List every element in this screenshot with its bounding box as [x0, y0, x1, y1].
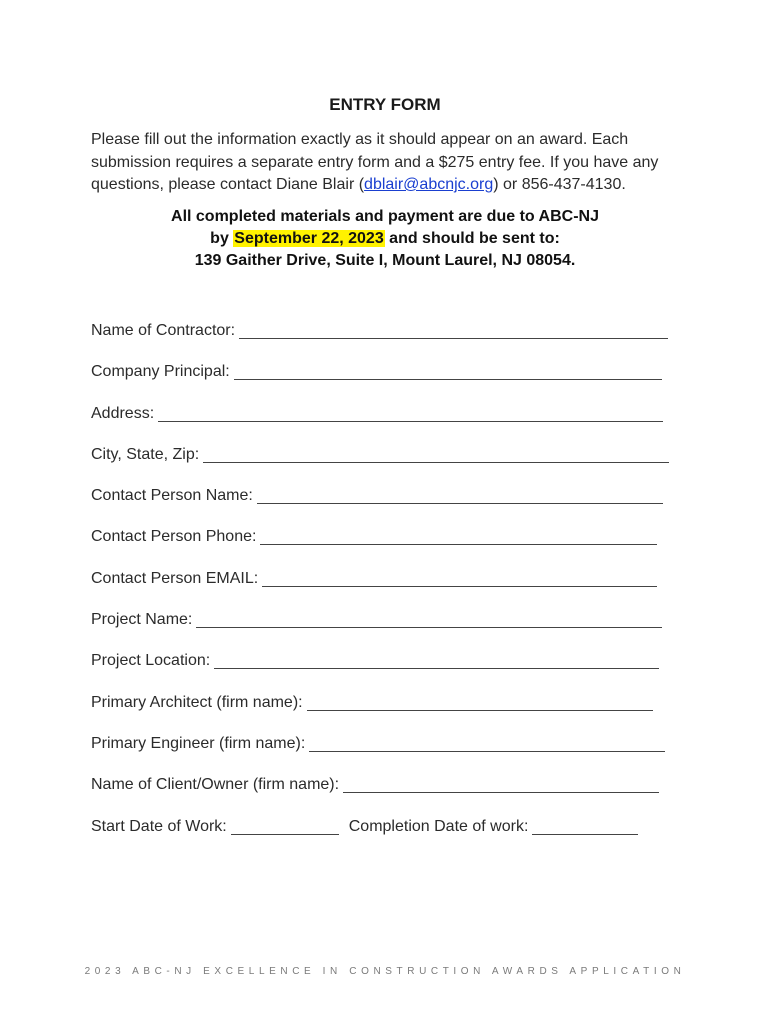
page-title: ENTRY FORM [329, 95, 441, 114]
field-contact-person-email [91, 570, 691, 611]
field-label: City, State, Zip: [91, 445, 200, 463]
mailing-address: 139 Gaither Drive, Suite I, Mount Laurel, NJ 08054. [194, 252, 576, 269]
notice-by: by [210, 230, 234, 247]
field-blank-line[interactable] [307, 694, 653, 711]
field-blank-line[interactable] [196, 611, 662, 628]
field-client-owner [91, 776, 691, 817]
field-project-name [91, 611, 691, 652]
field-contact-person-phone [91, 528, 691, 569]
contact-email-link[interactable]: dblair@abcnjc.org [364, 176, 494, 193]
field-blank-line[interactable] [234, 363, 662, 380]
intro-text: Please fill out the information exactly as it should appear on an award. Each submission requires a separate entry form and a $275 entry fee. If you have any questions, please contact Diane Blair ( [91, 131, 659, 193]
field-label: Contact Person Phone: [91, 528, 257, 546]
field-blank-line[interactable] [158, 405, 663, 422]
field-label: Primary Architect (firm name): [91, 693, 303, 711]
notice-line-1: All completed materials and payment are due to ABC-NJ [171, 208, 599, 225]
deadline-highlight: September 22, 2023 [234, 230, 384, 247]
form-fields [91, 322, 691, 859]
field-blank-line[interactable] [214, 652, 659, 669]
field-label: Contact Person Name: [91, 487, 253, 505]
field-blank-line[interactable] [257, 487, 663, 504]
field-project-location [91, 652, 691, 693]
intro-paragraph [91, 129, 701, 197]
field-label: Name of Contractor: [91, 322, 236, 339]
field-city-state-zip [91, 446, 691, 487]
field-label: Contact Person EMAIL: [91, 569, 259, 587]
field-contact-person-name [91, 487, 691, 528]
completion-date-label: Completion Date of work: [348, 817, 529, 835]
completion-date-blank-line[interactable] [532, 818, 638, 835]
start-date-label: Start Date of Work: [91, 817, 227, 835]
notice-sent-to: and should be sent to: [384, 230, 560, 247]
intro-phone-text: ) or 856-437-4130. [493, 176, 626, 193]
page-footer: 2023 ABC-NJ EXCELLENCE IN CONSTRUCTION AWARDS APPLICATION [84, 966, 686, 977]
field-blank-line[interactable] [260, 528, 657, 545]
field-label: Company Principal: [91, 363, 230, 381]
submission-notice [0, 206, 770, 272]
field-blank-line[interactable] [203, 446, 669, 463]
field-primary-engineer [91, 735, 691, 776]
start-date-blank-line[interactable] [231, 818, 339, 835]
field-address [91, 405, 691, 446]
field-blank-line[interactable] [239, 322, 668, 339]
field-label: Project Name: [91, 611, 193, 629]
field-label: Name of Client/Owner (firm name): [91, 776, 340, 794]
field-primary-architect [91, 694, 691, 735]
field-label: Project Location: [91, 652, 211, 670]
field-blank-line[interactable] [343, 776, 659, 793]
field-label: Address: [91, 404, 155, 422]
field-blank-line[interactable] [262, 570, 657, 587]
field-name-of-contractor [91, 322, 691, 363]
field-blank-line[interactable] [309, 735, 665, 752]
field-company-principal [91, 363, 691, 404]
field-label: Primary Engineer (firm name): [91, 734, 306, 752]
field-dates-row [91, 818, 691, 859]
